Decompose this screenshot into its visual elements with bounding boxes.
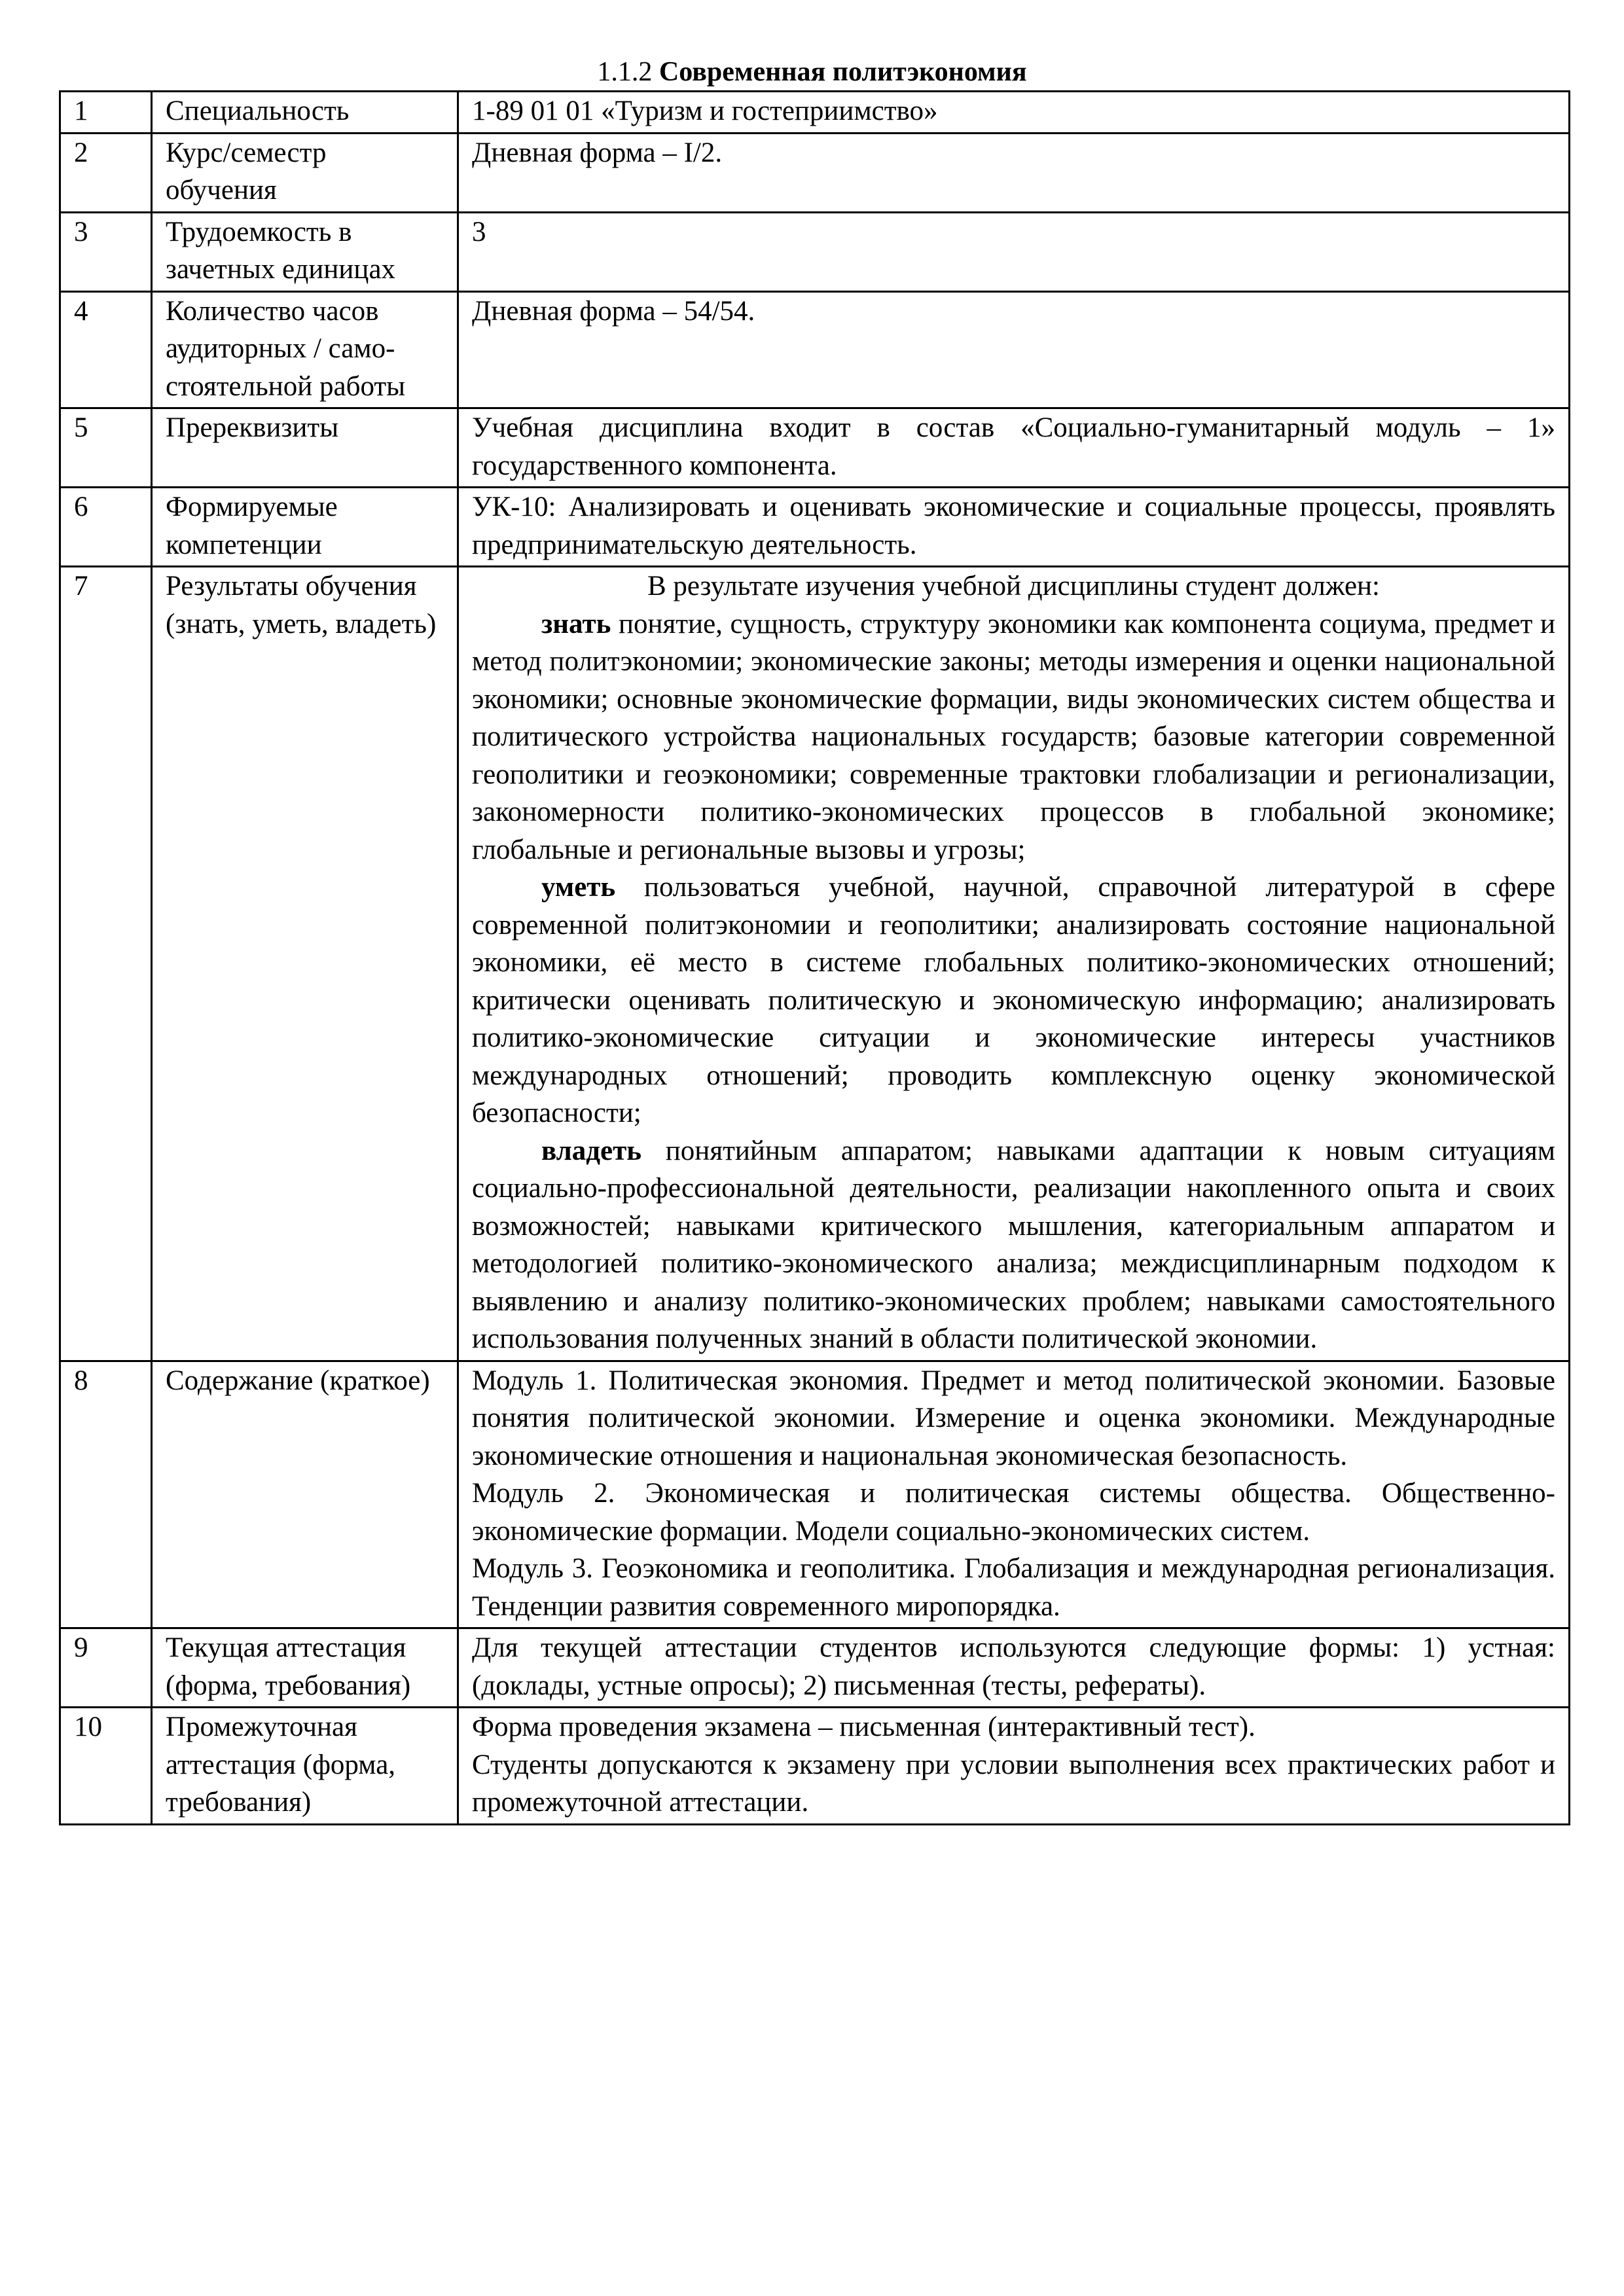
row-content: Учебная дисциплина входит в состав «Социально-гуманитарный модуль – 1» государственного компонента. bbox=[458, 408, 1570, 488]
document-title: Современная политэкономия bbox=[659, 57, 1027, 87]
row-label: Формируемые компетенции bbox=[152, 488, 458, 567]
table-row-6 bbox=[60, 488, 1570, 567]
row-number: 7 bbox=[60, 567, 152, 1361]
results-own bbox=[472, 1132, 1555, 1358]
row-content bbox=[458, 567, 1570, 1361]
row-label: Специальность bbox=[152, 92, 458, 134]
results-can bbox=[472, 869, 1555, 1132]
table-row-4 bbox=[60, 291, 1570, 408]
exam-form: Форма проведения экзамена – письменная (интерактивный тест). bbox=[472, 1712, 1255, 1742]
module-2: Модуль 2. Экономическая и политическая системы общества. Общественно-экономические формации. Модели социально-экономических систем. bbox=[472, 1478, 1555, 1547]
row-label: Содержание (краткое) bbox=[152, 1361, 458, 1628]
row-content: 1-89 01 01 «Туризм и гостеприимство» bbox=[458, 92, 1570, 134]
row-content: УК-10: Анализировать и оценивать экономические и социальные процессы, проявлять предпринимательскую деятельность. bbox=[458, 488, 1570, 567]
table-row-8 bbox=[60, 1361, 1570, 1628]
can-keyword: уметь bbox=[541, 872, 616, 903]
row-label: Курс/семестр обучения bbox=[152, 133, 458, 212]
results-know bbox=[472, 605, 1555, 869]
table-row-1 bbox=[60, 92, 1570, 134]
row-content: Дневная форма – 54/54. bbox=[458, 291, 1570, 408]
own-text: понятийным аппаратом; навыками адаптации к новым ситуациям социально-профессиональной деятельности, реализации накопленного опыта и своих возможностей; навыками критического мышления, категориальным аппаратом и методологией политико-экономического анализа; междисциплинарным подходом к выявлению и анализу политико-экономических проблем; навыками самостоятельного использования полученных знаний в области политической экономии. bbox=[472, 1135, 1555, 1354]
row-number: 6 bbox=[60, 488, 152, 567]
row-content bbox=[458, 1708, 1570, 1825]
table-row-3 bbox=[60, 212, 1570, 291]
know-keyword: знать bbox=[541, 608, 611, 639]
know-text: понятие, сущность, структуру экономики как компонента социума, предмет и метод политэкономии; экономические законы; методы измерения и оценки национальной экономики; основные экономические формации, виды экономических систем общества и политического устройства национальных государств; базовые категории современной геополитики и геоэкономики; современные трактовки глобализации и регионализации, закономерности политико-экономических процессов в глобальной экономике; глобальные и региональные вызовы и угрозы; bbox=[472, 608, 1555, 865]
row-content: Дневная форма – I/2. bbox=[458, 133, 1570, 212]
row-number: 9 bbox=[60, 1628, 152, 1708]
row-content bbox=[458, 1361, 1570, 1628]
exam-admission: Студенты допускаются к экзамену при условии выполнения всех практических работ и промежуточной аттестации. bbox=[472, 1749, 1555, 1818]
row-content: 3 bbox=[458, 212, 1570, 291]
table-row-9 bbox=[60, 1628, 1570, 1708]
table-row-2 bbox=[60, 133, 1570, 212]
row-number: 2 bbox=[60, 133, 152, 212]
row-label: Промежуточная аттестация (форма, требования) bbox=[152, 1708, 458, 1825]
row-number: 10 bbox=[60, 1708, 152, 1825]
row-label: Количество часов аудиторных / само-стоятельной работы bbox=[152, 291, 458, 408]
results-intro: В результате изучения учебной дисциплины студент должен: bbox=[647, 571, 1380, 601]
section-number: 1.1.2 bbox=[597, 57, 653, 87]
row-number: 1 bbox=[60, 92, 152, 134]
module-1: Модуль 1. Политическая экономия. Предмет и метод политической экономии. Базовые понятия политической экономии. Измерение и оценка экономики. Международные экономические отношения и национальная экономическая безопасность. bbox=[472, 1365, 1555, 1471]
page-title bbox=[0, 56, 1624, 88]
row-number: 4 bbox=[60, 291, 152, 408]
table-row-7 bbox=[60, 567, 1570, 1361]
row-number: 8 bbox=[60, 1361, 152, 1628]
table-row-5 bbox=[60, 408, 1570, 488]
table-row-10 bbox=[60, 1708, 1570, 1825]
module-3: Модуль 3. Геоэкономика и геополитика. Глобализация и международная регионализация. Тенденции развития современного миропорядка. bbox=[472, 1553, 1555, 1622]
row-label: Текущая аттестация (форма, требования) bbox=[152, 1628, 458, 1708]
row-label: Пререквизиты bbox=[152, 408, 458, 488]
row-label: Трудоемкость в зачетных единицах bbox=[152, 212, 458, 291]
can-text: пользоваться учебной, научной, справочной литературой в сфере современной политэкономии и геополитики; анализировать состояние национальной экономики, её место в системе глобальных политико-экономических отношений; критически оценивать политическую и экономическую информацию; анализировать политико-экономические ситуации и экономические интересы участников международных отношений; проводить комплексную оценку экономической безопасности; bbox=[472, 872, 1555, 1128]
discipline-table bbox=[59, 90, 1570, 1825]
row-number: 5 bbox=[60, 408, 152, 488]
own-keyword: владеть bbox=[541, 1135, 641, 1166]
row-content: Для текущей аттестации студентов используются следующие формы: 1) устная: (доклады, устные опросы); 2) письменная (тесты, рефераты). bbox=[458, 1628, 1570, 1708]
row-number: 3 bbox=[60, 212, 152, 291]
row-label: Результаты обучения (знать, уметь, владеть) bbox=[152, 567, 458, 1361]
